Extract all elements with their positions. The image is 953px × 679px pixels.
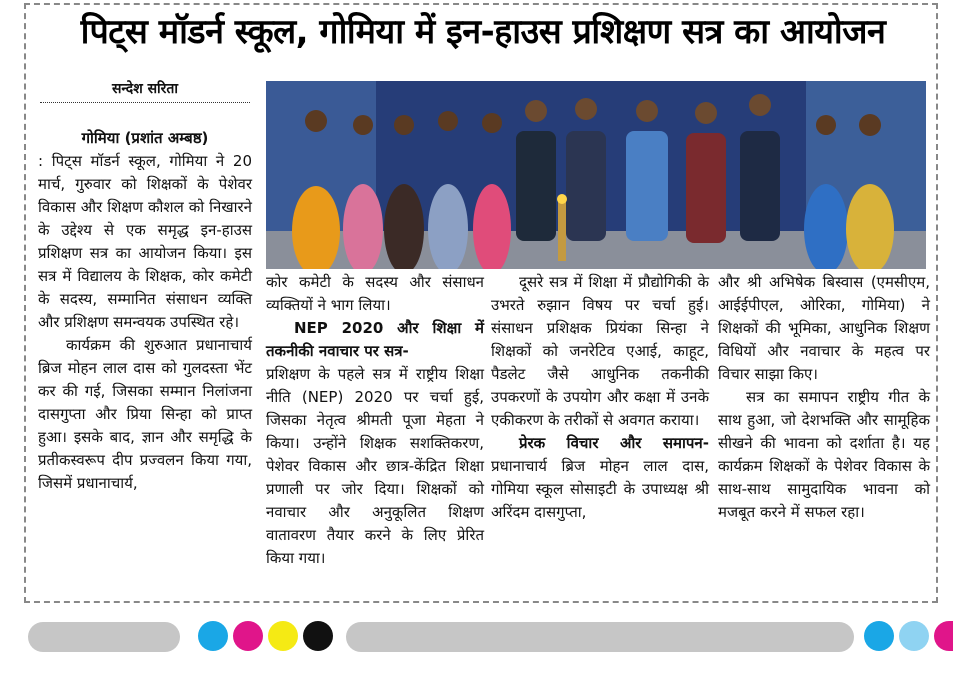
paragraph: और श्री अभिषेक बिस्वास (एमसीएम, आईईपीएल, ओरिका, गोमिया) ने शिक्षकों की भूमिका, आधुनिक शिक्षण विधियों और नवाचार के महत्व पर विचार साझा किए। <box>718 273 930 383</box>
paragraph: : पिट्स मॉडर्न स्कूल, गोमिया ने 20 मार्च, गुरुवार को शिक्षकों के पेशेवर विकास और शिक्षण कौशल को निखारने के उद्देश्य से एक समृद्ध इन-हाउस प्रशिक्षण सत्र का आयोजन किया। इस सत्र में विद्यालय के शिक्षक, कोर कमेटी के सदस्य, सम्मानित संसाधन व्यक्ति और प्रशिक्षण समन्वयक उपस्थित रहे। <box>38 152 252 331</box>
paragraph: कोर कमेटी के सदस्य और संसाधन व्यक्तियों ने भाग लिया। <box>266 273 484 314</box>
dateline: गोमिया (प्रशांत अम्बष्ठ) <box>81 129 209 147</box>
article-column-4 <box>718 271 930 524</box>
article-column-1 <box>38 127 252 495</box>
magenta-registration-dot <box>934 621 953 651</box>
cyan-registration-dot <box>198 621 228 651</box>
magenta-registration-dot <box>233 621 263 651</box>
cyan-registration-dot <box>864 621 894 651</box>
article-headline: पिट्स मॉडर्न स्कूल, गोमिया में इन-हाउस प्रशिक्षण सत्र का आयोजन <box>80 12 886 52</box>
paragraph: कार्यक्रम की शुरुआत प्रधानाचार्य ब्रिज मोहन लाल दास को गुलदस्ता भेंट कर की गई, जिसका सम्मान निलांजना दासगुप्ता और प्रिया सिन्हा को प्राप्त हुआ। इसके बाद, ज्ञान और समृद्धि के प्रतीकस्वरूप दीप प्रज्वलन किया गया, जिसमें प्रधानाचार्य, <box>38 336 252 492</box>
article-clipping <box>24 3 938 603</box>
article-column-3 <box>491 271 709 524</box>
black-registration-dot <box>303 621 333 651</box>
paragraph: प्रधानाचार्य ब्रिज मोहन लाल दास, गोमिया स्कूल सोसाइटी के उपाध्यक्ष श्री अरिंदम दासगुप्ता, <box>491 457 709 521</box>
print-registration-bar <box>346 622 854 652</box>
paragraph: प्रशिक्षण के पहले सत्र में राष्ट्रीय शिक्षा नीति (NEP) 2020 पर चर्चा हुई, जिसका नेतृत्व श्रीमती पूजा मेहता ने किया। उन्होंने शिक्षक सशक्तिकरण, पेशेवर विकास और छात्र-केंद्रित शिक्षा प्रणाली पर जोर दिया। शिक्षकों को नवाचार और अनुकूलित शिक्षण वातावरण तैयार करने के लिए प्रेरित किया गया। <box>266 365 484 567</box>
paragraph: दूसरे सत्र में शिक्षा में प्रौद्योगिकी के उभरते रुझान विषय पर चर्चा हुई। संसाधन प्रशिक्षक प्रियंका सिन्हा ने शिक्षकों को जनरेटिव एआई, काहूट, पैडलेट जैसे आधुनिक तकनीकी उपकरणों के उपयोग और कक्षा में उनके एकीकरण के तरीकों से अवगत कराया। <box>491 273 709 429</box>
subheading: NEP 2020 और शिक्षा में तकनीकी नवाचार पर सत्र- <box>266 319 484 360</box>
paragraph: सत्र का समापन राष्ट्रीय गीत के साथ हुआ, जो देशभक्ति और सामूहिक सीखने की भावना को दर्शाता है। यह कार्यक्रम शिक्षकों के पेशेवर विकास के साथ-साथ सामुदायिक भावना को मजबूत करने में सफल रहा। <box>718 388 930 521</box>
yellow-registration-dot <box>268 621 298 651</box>
light-cyan-registration-dot <box>899 621 929 651</box>
article-column-2 <box>266 271 484 570</box>
event-photo <box>266 81 926 269</box>
subheading: प्रेरक विचार और समापन- <box>519 434 709 452</box>
print-registration-bar <box>28 622 180 652</box>
byline: सन्देश सरिता <box>40 79 250 103</box>
